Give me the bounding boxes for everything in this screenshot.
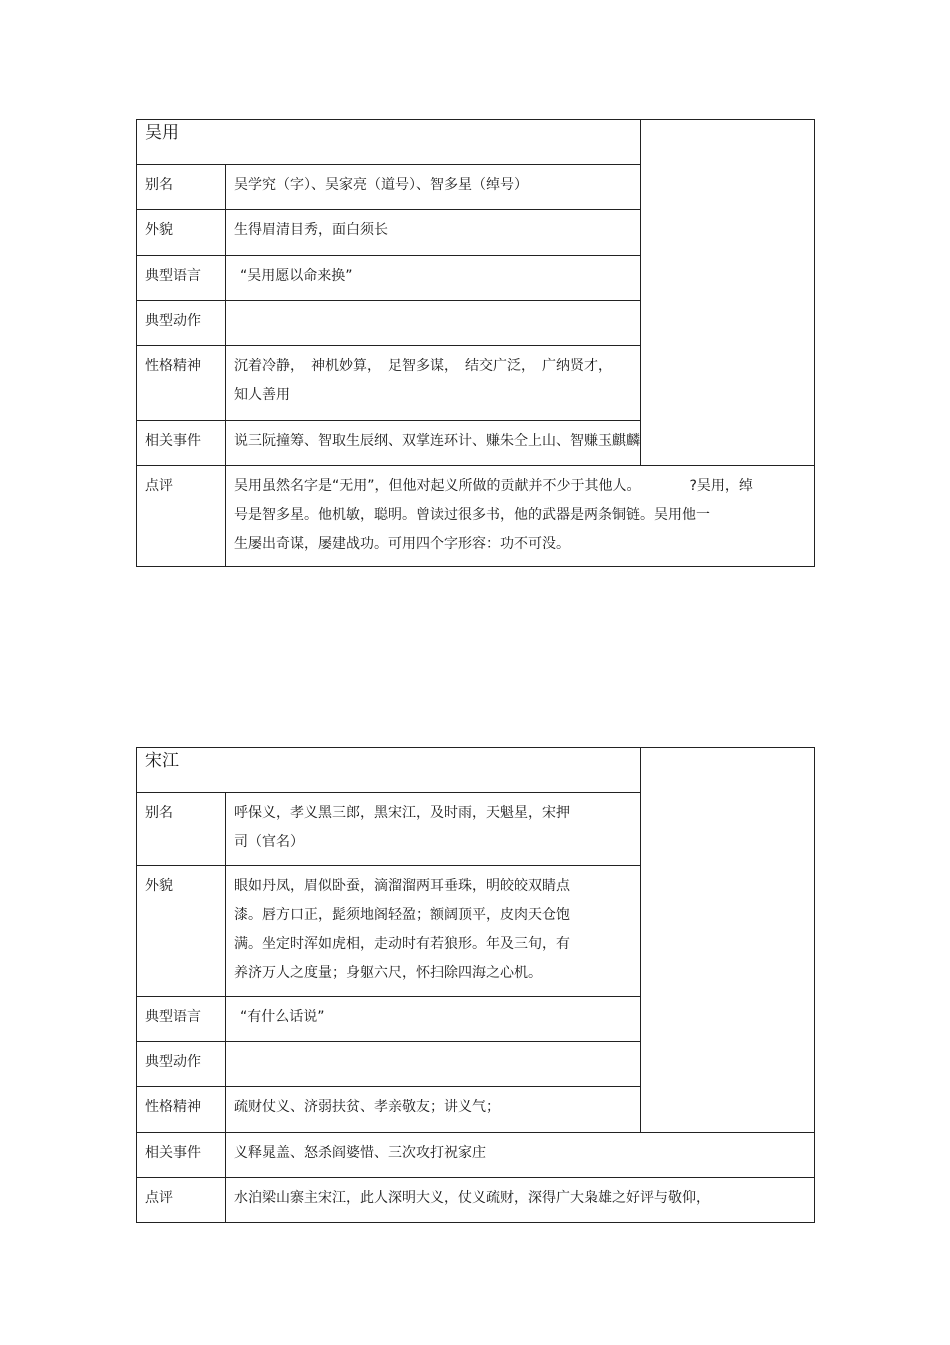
row-value-comment xyxy=(226,466,815,567)
row-value-alias xyxy=(226,165,641,210)
value-line: 义释晁盖、怒杀阎婆惜、三次攻打祝家庄 xyxy=(234,1145,486,1161)
row-label-events: 相关事件 xyxy=(137,421,226,466)
value-line: 眼如丹凤，眉似卧蚕，滴溜溜两耳垂珠，明皎皎双睛点 xyxy=(234,878,570,894)
row-value-quote xyxy=(226,997,641,1042)
value-line: 知人善用 xyxy=(234,387,290,403)
character-card-wuyong xyxy=(136,119,814,567)
value-line: 疏财仗义、济弱扶贫、孝亲敬友；讲义气； xyxy=(234,1099,500,1115)
row-label-character: 性格精神 xyxy=(137,1087,226,1133)
row-value-appearance xyxy=(226,210,641,256)
value-line: 水泊梁山寨主宋江，此人深明大义，仗义疏财，深得广大枭雄之好评与敬仰， xyxy=(234,1190,710,1206)
row-label-quote: 典型语言 xyxy=(137,997,226,1042)
value-line: 司（官名） xyxy=(234,834,304,850)
row-label-action: 典型动作 xyxy=(137,1042,226,1087)
portrait-placeholder xyxy=(641,120,815,466)
row-value-comment xyxy=(226,1178,815,1223)
value-line: “有什么话说” xyxy=(240,1009,325,1025)
row-label-alias: 别名 xyxy=(137,793,226,866)
value-line: 沉着冷静， 神机妙算， 足智多谋， 结交广泛， 广纳贤才， xyxy=(234,358,612,374)
character-name: 宋江 xyxy=(137,748,641,793)
value-line: 呼保义，孝义黑三郎，黑宋江，及时雨，天魁星，宋押 xyxy=(234,805,570,821)
row-label-events: 相关事件 xyxy=(137,1133,226,1178)
row-value-action xyxy=(226,1042,641,1087)
row-value-alias xyxy=(226,793,641,866)
row-value-quote xyxy=(226,256,641,301)
character-card-songjiang xyxy=(136,747,814,1223)
value-line: 漆。唇方口正，髭须地阁轻盈；额阔顶平，皮肉天仓饱 xyxy=(234,907,570,923)
character-table xyxy=(136,119,815,567)
row-label-appearance: 外貌 xyxy=(137,866,226,997)
row-label-character: 性格精神 xyxy=(137,346,226,421)
row-label-quote: 典型语言 xyxy=(137,256,226,301)
row-label-alias: 别名 xyxy=(137,165,226,210)
row-value-appearance xyxy=(226,866,641,997)
row-label-comment: 点评 xyxy=(137,466,226,567)
value-line: 号是智多星。他机敏，聪明。曾读过很多书，他的武器是两条铜链。吴用他一 xyxy=(234,507,710,523)
row-value-action xyxy=(226,301,641,346)
character-table xyxy=(136,747,815,1223)
portrait-placeholder xyxy=(641,748,815,1133)
row-value-events xyxy=(226,421,815,466)
row-label-comment: 点评 xyxy=(137,1178,226,1223)
value-line: 生得眉清目秀，面白须长 xyxy=(234,222,388,238)
value-line: 生屡出奇谋，屡建战功。可用四个字形容：功不可没。 xyxy=(234,536,570,552)
character-name: 吴用 xyxy=(137,120,641,165)
value-line: 养济万人之度量；身躯六尺，怀扫除四海之心机。 xyxy=(234,965,542,981)
value-line: 满。坐定时浑如虎相，走动时有若狼形。年及三旬，有 xyxy=(234,936,570,952)
value-line: 吴用虽然名字是“无用”，但他对起义所做的贡献并不少于其他人。 ?吴用，绰 xyxy=(234,478,753,494)
row-label-appearance: 外貌 xyxy=(137,210,226,256)
row-value-events xyxy=(226,1133,815,1178)
value-line: 吴学究（字）、吴家亮（道号）、智多星（绰号） xyxy=(234,177,528,193)
value-line: 说三阮撞筹、智取生辰纲、双掌连环计、赚朱仝上山、智赚玉麒麟 xyxy=(234,433,640,449)
row-label-action: 典型动作 xyxy=(137,301,226,346)
row-value-character xyxy=(226,346,641,421)
row-value-character xyxy=(226,1087,641,1133)
value-line: “吴用愿以命来换” xyxy=(240,268,353,284)
